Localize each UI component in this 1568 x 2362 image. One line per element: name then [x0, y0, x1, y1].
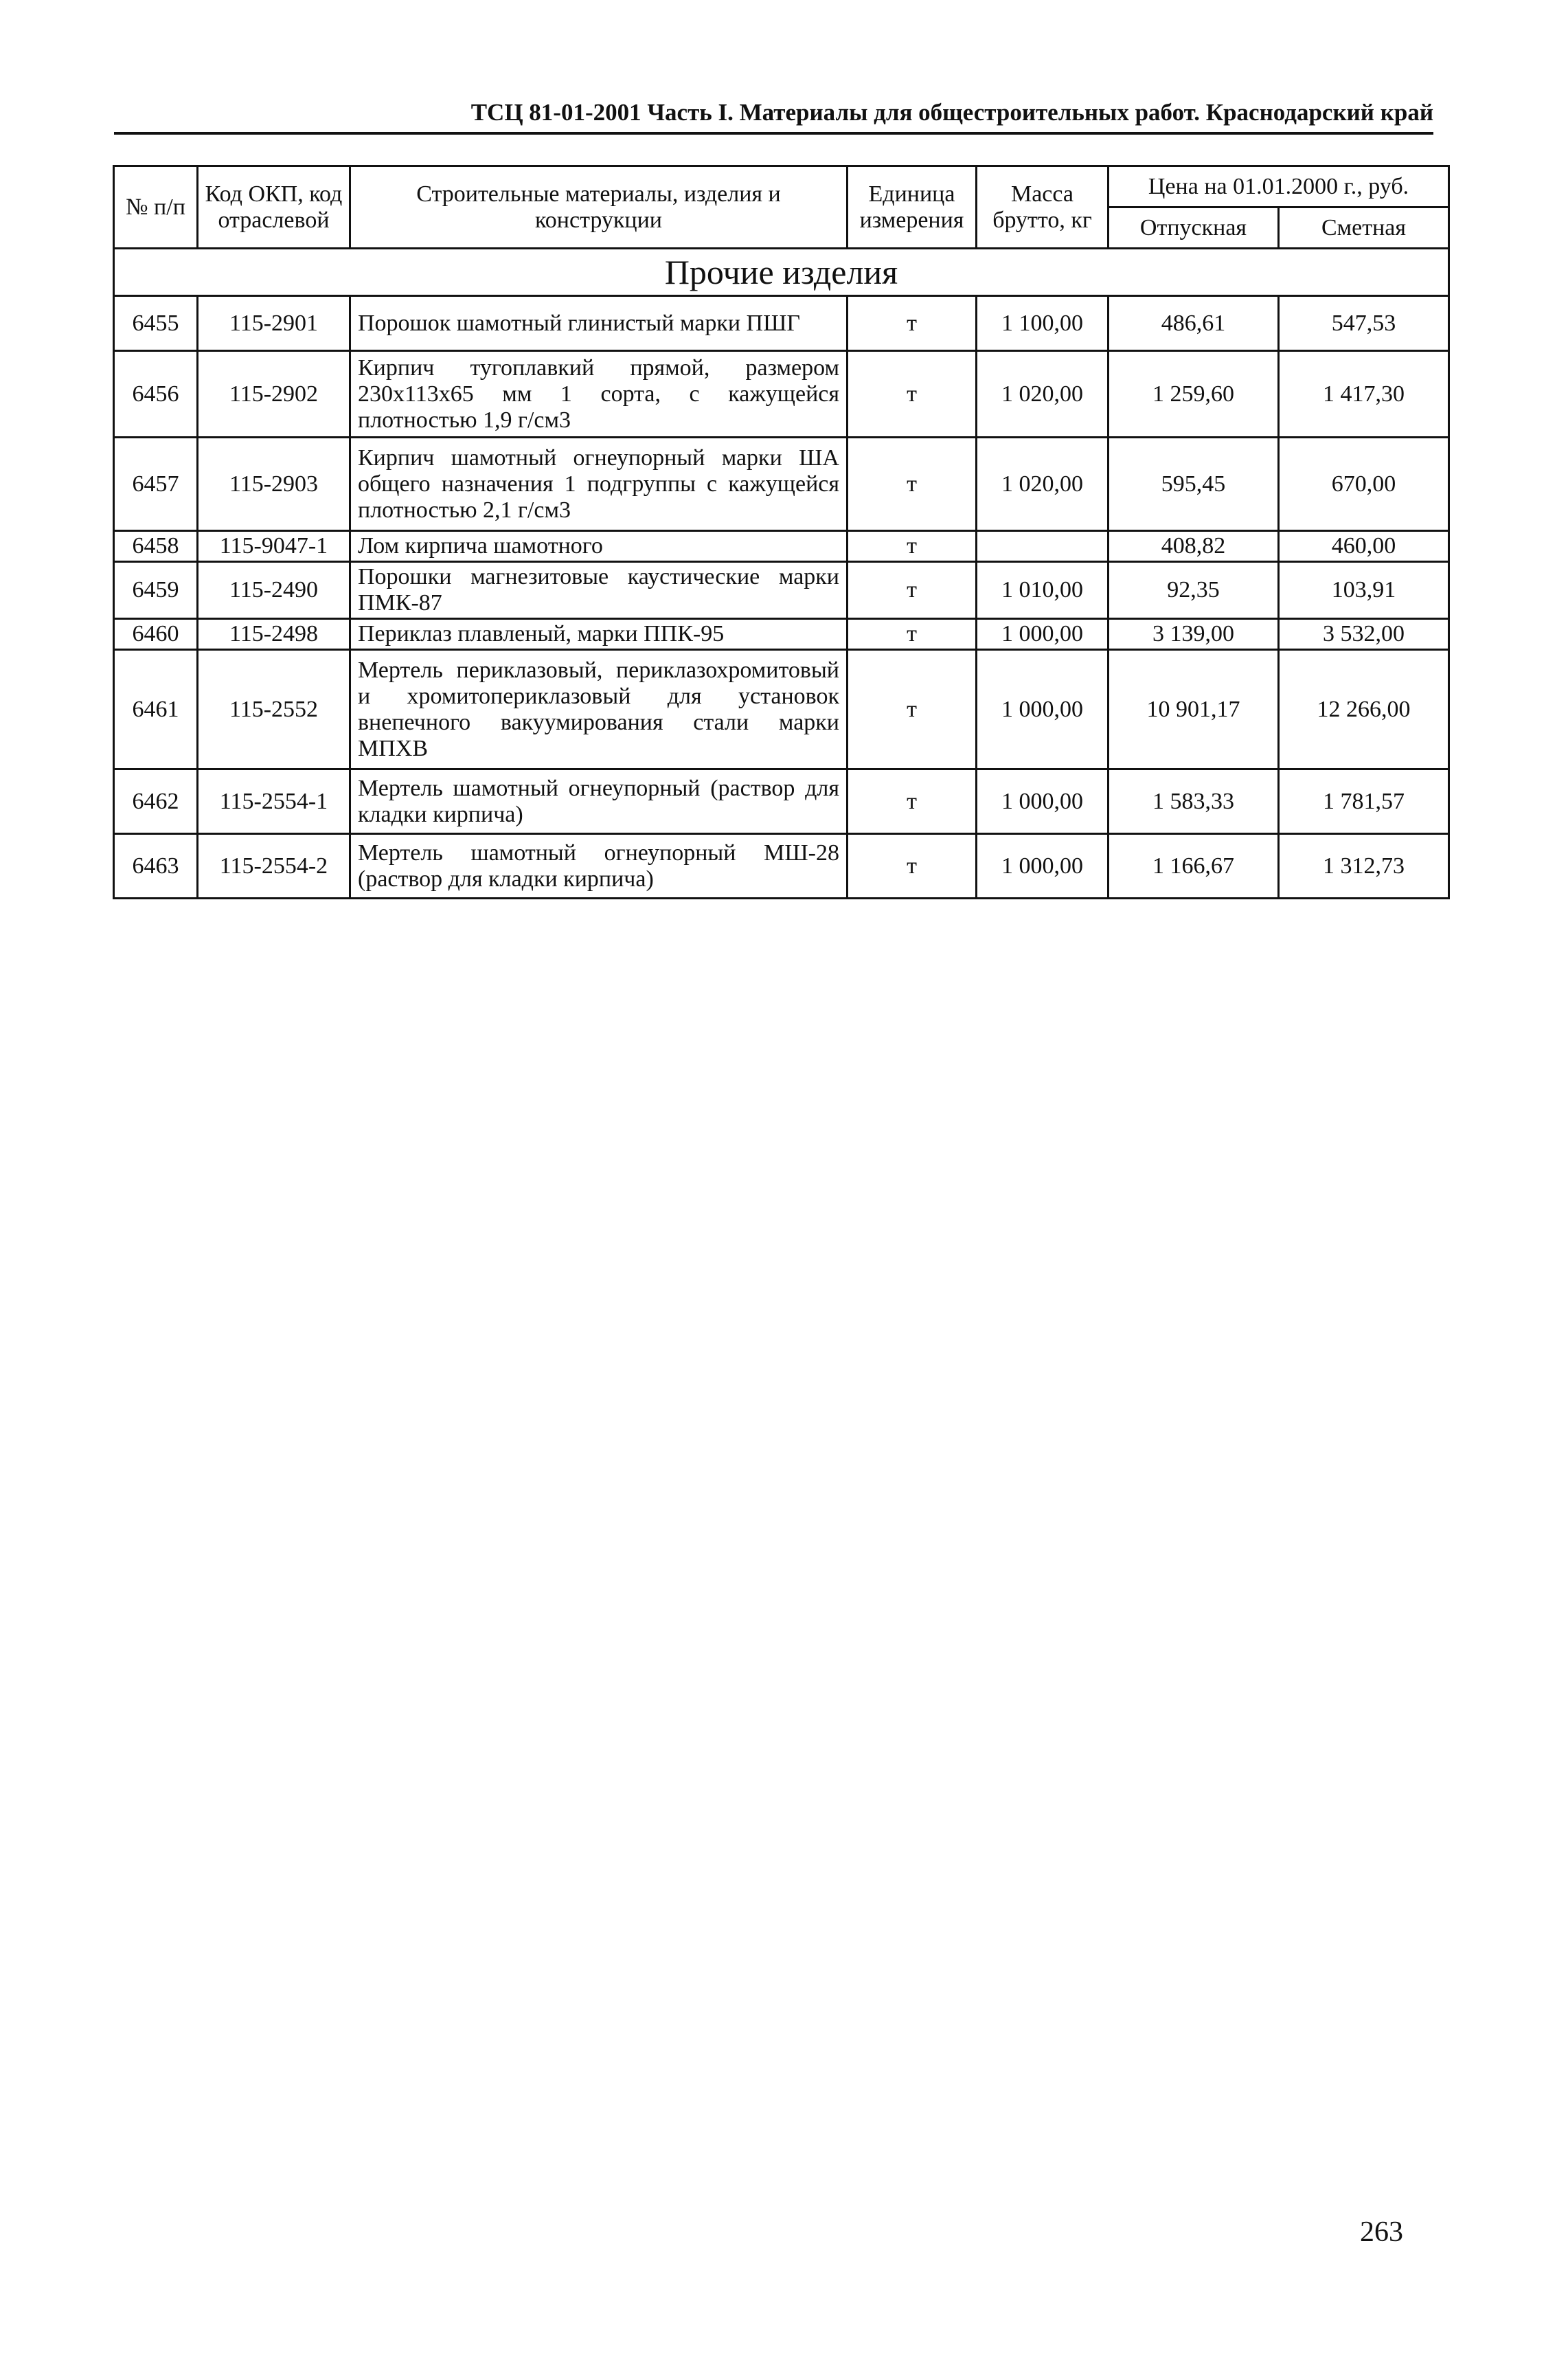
cell-num: 6461	[114, 650, 198, 769]
cell-name: Лом кирпича шамотного	[350, 531, 848, 562]
cell-name: Периклаз плавленый, марки ППК-95	[350, 619, 848, 650]
cell-price-release: 1 166,67	[1109, 834, 1279, 899]
cell-name: Порошки магнезитовые каустические марки ПМК-87	[350, 562, 848, 619]
cell-price-release: 1 259,60	[1109, 351, 1279, 438]
cell-mass: 1 020,00	[977, 438, 1109, 531]
table-row	[114, 769, 1449, 834]
cell-price-release: 92,35	[1109, 562, 1279, 619]
cell-num: 6455	[114, 296, 198, 351]
table-header	[114, 166, 1449, 249]
cell-name: Кирпич тугоплавкий прямой, размером 230х113х65 мм 1 сорта, с кажущейся плотностью 1,9 г/см3	[350, 351, 848, 438]
cell-price-release: 595,45	[1109, 438, 1279, 531]
cell-price-release: 10 901,17	[1109, 650, 1279, 769]
cell-unit: т	[848, 650, 977, 769]
cell-unit: т	[848, 769, 977, 834]
running-head: ТСЦ 81-01-2001 Часть I. Материалы для общестроительных работ. Краснодарский край	[114, 96, 1433, 135]
header-price-estimate: Сметная	[1279, 207, 1449, 249]
table-row	[114, 834, 1449, 899]
header-code: Код ОКП, код отраслевой	[198, 166, 350, 249]
cell-price-release: 3 139,00	[1109, 619, 1279, 650]
cell-code: 115-2554-2	[198, 834, 350, 899]
section-row	[114, 249, 1449, 296]
price-table	[113, 165, 1450, 899]
table-row	[114, 562, 1449, 619]
cell-price-estimate: 12 266,00	[1279, 650, 1449, 769]
table-row	[114, 296, 1449, 351]
cell-mass: 1 020,00	[977, 351, 1109, 438]
cell-price-estimate: 3 532,00	[1279, 619, 1449, 650]
cell-code: 115-2902	[198, 351, 350, 438]
cell-mass: 1 100,00	[977, 296, 1109, 351]
cell-code: 115-2498	[198, 619, 350, 650]
cell-mass: 1 000,00	[977, 769, 1109, 834]
cell-price-estimate: 1 417,30	[1279, 351, 1449, 438]
cell-price-estimate: 103,91	[1279, 562, 1449, 619]
cell-price-estimate: 1 781,57	[1279, 769, 1449, 834]
cell-num: 6457	[114, 438, 198, 531]
cell-price-release: 408,82	[1109, 531, 1279, 562]
table-row	[114, 351, 1449, 438]
cell-name: Мертель периклазовый, периклазохромитовый и хромитопериклазовый для установок внепечного вакуумирования стали марки МПХВ	[350, 650, 848, 769]
cell-code: 115-2901	[198, 296, 350, 351]
cell-code: 115-2903	[198, 438, 350, 531]
cell-num: 6463	[114, 834, 198, 899]
cell-code: 115-2490	[198, 562, 350, 619]
cell-num: 6460	[114, 619, 198, 650]
cell-unit: т	[848, 834, 977, 899]
cell-unit: т	[848, 438, 977, 531]
cell-unit: т	[848, 296, 977, 351]
header-price-release: Отпускная	[1109, 207, 1279, 249]
table-row	[114, 619, 1449, 650]
cell-price-release: 1 583,33	[1109, 769, 1279, 834]
cell-code: 115-9047-1	[198, 531, 350, 562]
cell-mass	[977, 531, 1109, 562]
cell-price-estimate: 1 312,73	[1279, 834, 1449, 899]
cell-name: Мертель шамотный огнеупорный МШ-28 (раствор для кладки кирпича)	[350, 834, 848, 899]
header-num: № п/п	[114, 166, 198, 249]
cell-mass: 1 010,00	[977, 562, 1109, 619]
header-unit: Единица измерения	[848, 166, 977, 249]
cell-price-estimate: 460,00	[1279, 531, 1449, 562]
cell-mass: 1 000,00	[977, 619, 1109, 650]
cell-num: 6458	[114, 531, 198, 562]
cell-unit: т	[848, 351, 977, 438]
cell-unit: т	[848, 531, 977, 562]
cell-name: Мертель шамотный огнеупорный (раствор для кладки кирпича)	[350, 769, 848, 834]
cell-code: 115-2552	[198, 650, 350, 769]
cell-num: 6462	[114, 769, 198, 834]
cell-unit: т	[848, 562, 977, 619]
cell-code: 115-2554-1	[198, 769, 350, 834]
cell-name: Кирпич шамотный огнеупорный марки ША общего назначения 1 подгруппы с кажущейся плотностью 2,1 г/см3	[350, 438, 848, 531]
cell-unit: т	[848, 619, 977, 650]
header-name: Строительные материалы, изделия и конструкции	[350, 166, 848, 249]
cell-price-release: 486,61	[1109, 296, 1279, 351]
cell-num: 6456	[114, 351, 198, 438]
cell-mass: 1 000,00	[977, 834, 1109, 899]
page-number: 263	[1360, 2216, 1403, 2248]
table-row	[114, 438, 1449, 531]
cell-mass: 1 000,00	[977, 650, 1109, 769]
cell-name: Порошок шамотный глинистый марки ПШГ	[350, 296, 848, 351]
section-title: Прочие изделия	[114, 249, 1449, 296]
cell-price-estimate: 547,53	[1279, 296, 1449, 351]
header-price-group: Цена на 01.01.2000 г., руб.	[1109, 166, 1449, 207]
cell-num: 6459	[114, 562, 198, 619]
table-row	[114, 531, 1449, 562]
header-mass: Масса брутто, кг	[977, 166, 1109, 249]
cell-price-estimate: 670,00	[1279, 438, 1449, 531]
table-row	[114, 650, 1449, 769]
